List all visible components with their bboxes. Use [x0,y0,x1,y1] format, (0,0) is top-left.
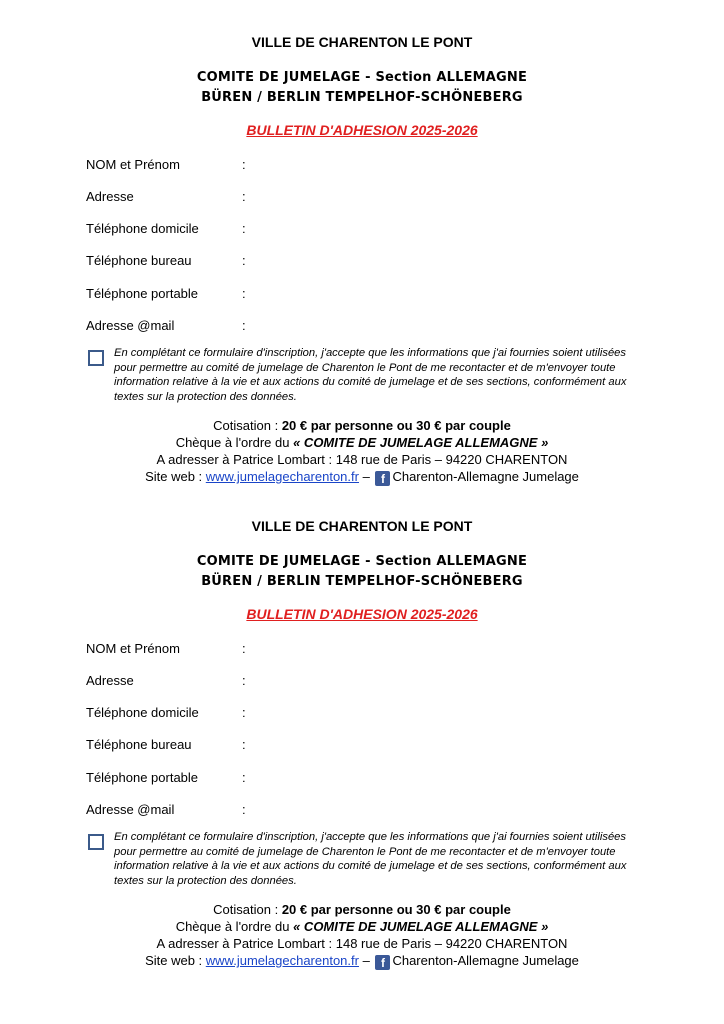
committee-subtitle: BÜREN / BERLIN TEMPELHOF-SCHÖNEBERG [201,574,523,589]
field-separator: : [242,673,246,688]
field-separator: : [242,253,246,268]
committee-title: COMITE DE JUMELAGE - Section ALLEMAGNE [196,554,528,569]
facebook-page: Charenton-Allemagne Jumelage [392,469,579,484]
website-line [0,952,724,970]
field-separator: : [242,318,246,333]
fee-label: Cotisation : [213,902,282,917]
cheque-order [0,434,724,451]
field-address[interactable] [86,189,386,209]
bulletin-title: BULLETIN D'ADHESION 2025-2026 [246,122,478,138]
field-name[interactable] [86,157,386,177]
facebook-page: Charenton-Allemagne Jumelage [392,953,579,968]
website-link[interactable]: www.jumelagecharenton.fr [205,469,359,484]
field-label: Téléphone domicile [86,705,199,720]
website-separator: – [358,469,374,484]
field-label: Téléphone domicile [86,221,199,236]
field-separator: : [242,286,246,301]
website-separator: – [358,953,374,968]
cheque-order [0,918,724,935]
cheque-label: Chèque à l'ordre du [175,435,294,450]
field-label: Téléphone bureau [86,737,192,752]
consent-checkbox[interactable] [88,350,104,366]
membership-fee [0,417,724,434]
fee-label: Cotisation : [213,418,282,433]
city-title: VILLE DE CHARENTON LE PONT [251,34,473,50]
bulletin-title: BULLETIN D'ADHESION 2025-2026 [246,606,478,622]
field-label: Adresse @mail [86,318,175,333]
field-label: Téléphone bureau [86,253,192,268]
field-label: Téléphone portable [86,770,199,785]
cheque-label: Chèque à l'ordre du [175,919,294,934]
membership-form-2 [0,512,724,1002]
committee-subtitle: BÜREN / BERLIN TEMPELHOF-SCHÖNEBERG [201,90,523,105]
membership-fee [0,901,724,918]
field-label: Adresse [86,189,134,204]
mailing-address: A adresser à Patrice Lombart : 148 rue de Paris – 94220 CHARENTON [156,452,568,467]
field-separator: : [242,705,246,720]
field-separator: : [242,770,246,785]
field-separator: : [242,737,246,752]
field-address[interactable] [86,673,386,693]
field-separator: : [242,802,246,817]
field-separator: : [242,221,246,236]
website-label: Site web : [145,469,206,484]
field-label: NOM et Prénom [86,157,180,172]
field-home-phone[interactable] [86,221,386,241]
consent-checkbox[interactable] [88,834,104,850]
consent-text: En complétant ce formulaire d'inscription, j'accepte que les informations que j'ai fournies soient utilisées pour permettre au comité de jumelage de Charenton le Pont de me recontacter et de m'envoyer toute information relative à la vie et aux actions du comité de jumelage et de ses sections, conformément aux textes sur la protection des données. [114,831,627,887]
field-office-phone[interactable] [86,737,386,757]
field-label: Adresse [86,673,134,688]
field-mobile-phone[interactable] [86,286,386,306]
field-label: Téléphone portable [86,286,199,301]
field-separator: : [242,157,246,172]
facebook-icon[interactable]: f [375,955,390,970]
membership-form-1 [0,28,724,518]
field-label: NOM et Prénom [86,641,180,656]
field-label: Adresse @mail [86,802,175,817]
website-line [0,468,724,486]
field-mobile-phone[interactable] [86,770,386,790]
cheque-payee: « COMITE DE JUMELAGE ALLEMAGNE » [293,435,549,450]
fee-amount: 20 € par personne ou 30 € par couple [281,418,511,433]
committee-title: COMITE DE JUMELAGE - Section ALLEMAGNE [196,70,528,85]
field-office-phone[interactable] [86,253,386,273]
field-separator: : [242,641,246,656]
consent-text: En complétant ce formulaire d'inscription, j'accepte que les informations que j'ai fournies soient utilisées pour permettre au comité de jumelage de Charenton le Pont de me recontacter et de m'envoyer toute information relative à la vie et aux actions du comité de jumelage et de ses sections, conformément aux textes sur la protection des données. [114,347,627,403]
field-email[interactable] [86,802,386,822]
field-separator: : [242,189,246,204]
fee-amount: 20 € par personne ou 30 € par couple [281,902,511,917]
field-home-phone[interactable] [86,705,386,725]
cheque-payee: « COMITE DE JUMELAGE ALLEMAGNE » [293,919,549,934]
website-link[interactable]: www.jumelagecharenton.fr [205,953,359,968]
city-title: VILLE DE CHARENTON LE PONT [251,518,473,534]
facebook-icon[interactable]: f [375,471,390,486]
website-label: Site web : [145,953,206,968]
field-name[interactable] [86,641,386,661]
mailing-address: A adresser à Patrice Lombart : 148 rue de Paris – 94220 CHARENTON [156,936,568,951]
field-email[interactable] [86,318,386,338]
